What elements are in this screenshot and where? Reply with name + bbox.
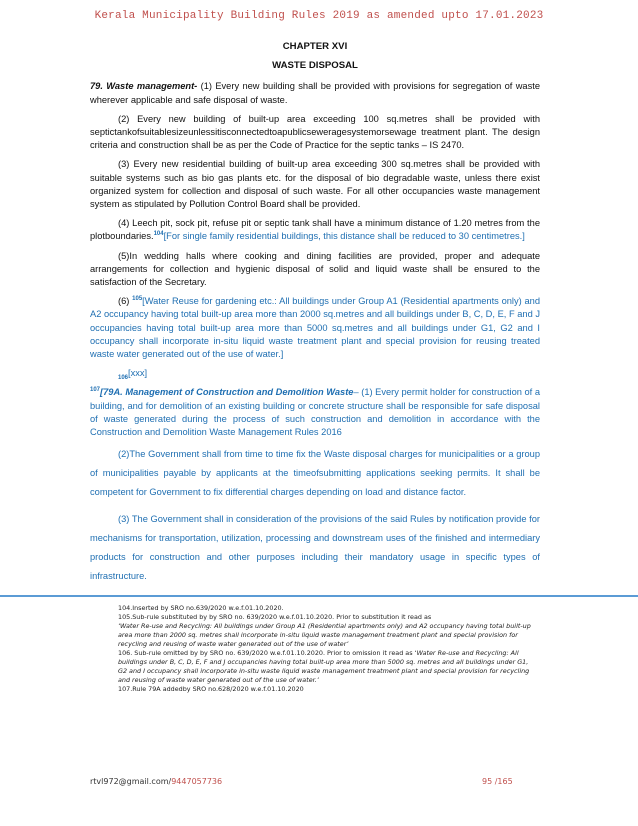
footnote-105-quote: ‘Water Re-use and Recycling: All buildings under Group A1 (Residential apartments only) and A2 occupancy having total built-up area more than 2000 sq. metres shall incorporate in-situ liquid waste management treatment plant and special provision for recycling and reusing of waste water generated out of the use of water’ — [118, 622, 531, 648]
footnote-ref-106[interactable]: 106 — [118, 375, 129, 382]
rule-79-para-4 — [90, 217, 540, 243]
rule-79-para-3: (3) Every new residential building of built-up area exceeding 300 sq.metres shall be provided with suitable systems such as bio gas plants etc. for the disposal of bio degradable waste, unless there exist organized system for collection and disposal of such waste. For all other occupancies waste management system as stipulated by Pollution Control Board shall be provided. — [90, 159, 540, 210]
footnotes — [118, 604, 536, 694]
rule-79-para-6 — [90, 295, 540, 361]
footnote-107: 107.Rule 79A addedby SRO no.628/2020 w.e.f.01.10.2020 — [118, 685, 304, 693]
footer-phone[interactable]: 9447057736 — [171, 777, 223, 786]
footnote-105: 105.Sub-rule substituted by by SRO no. 639/2020 w.e.f.01.10.2020. Prior to substitution it read as — [118, 613, 432, 621]
footnote-106-quote: Water Re-use and Recycling: All buildings under B, C, D, E, F and J occupancies having total built-up area more than 5000 sq. metres and all buildings under G1, G2 and I occupancy shall incorporate in-situ waste liquid waste management treatment plant and special provision for recycling and reusing of waste water generated out of the use of water.’ — [118, 649, 530, 684]
rule-79-para-6-amendment: [Water Reuse for gardening etc.: All buildings under Group A1 (Residential apartments only) and A2 occupancy having total built-up area more than 2000 sq.metres and all buildings under B, C, D, E, F and J occupancies having total built-up area more than 5000 sq.metres and all buildings under G1, G2 and I occupancy shall incorporate in-situ liquid waste treatment plant and special provision for reusing treated waste water generated out of the use of water.] — [90, 296, 540, 360]
rule-79-para-7 — [90, 367, 540, 380]
footnote-ref-105[interactable]: 105 — [132, 296, 143, 303]
footnote-divider — [0, 596, 638, 597]
rule-79-para-4-text: (4) Leech pit, sock pit, refuse pit or septic tank shall have a minimum distance of 1.20 metres from the plotboundaries. — [90, 218, 540, 242]
rule-79-para-1-text: (1) Every new building shall be provided with provisions for segregation of waste wherever applicable and safe disposal of waste. — [90, 81, 541, 105]
footnote-106 — [118, 649, 536, 685]
footnote-106-text: 106. Sub-rule omitted by by SRO no. 639/2020 w.e.f.01.10.2020. Prior to omission it read as ‘ — [118, 649, 417, 657]
page-number: 95 /165 — [482, 777, 513, 786]
footnote-ref-107[interactable]: 107 — [90, 387, 101, 394]
section-title: WASTE DISPOSAL — [272, 60, 358, 72]
footnote-104: 104.Inserted by SRO no.639/2020 w.e.f.01.10.2020. — [118, 604, 284, 612]
chapter-title: CHAPTER XVI — [282, 41, 348, 52]
rule-79-para-6-number: (6) — [118, 296, 133, 307]
footer-email[interactable]: rtvl972@gmail.com/ — [90, 777, 172, 786]
running-header: Kerala Municipality Building Rules 2019 as amended upto 17.01.2023 — [94, 10, 544, 22]
rule-79a-para-1-text: – (1) Every permit holder for construction of a building, and for demolition of an existing building or concrete structure shall be responsible for safe disposal of waste generated during the process of such construction and demolition in accordance with the Construction and Demolition Waste Management Rules 2016 — [90, 387, 541, 438]
rule-79-heading: 79. Waste management- — [90, 81, 198, 92]
rule-79a-heading: [79A. Management of Construction and Demolition Waste — [100, 387, 354, 398]
rule-79-para-1 — [90, 80, 540, 106]
page-body — [90, 40, 540, 594]
footer-contact — [90, 777, 222, 786]
rule-79-para-2: (2) Every new building of built-up area exceeding 100 sq.metres shall be provided with septictankofsuitablesizeunlessitisconnectedtoapublicseweragesystemorsewage treatment plant. The design criteria and construction shall be as per the Code of Practice for the septic tanks – IS 2470. — [90, 113, 540, 151]
rule-79a-para-1 — [90, 386, 540, 439]
footnote-ref-104[interactable]: 104 — [153, 231, 164, 238]
rule-79a-para-3: (3) The Government shall in consideration of the provisions of the said Rules by notification provide for mechanisms for transportation, utilization, processing and downstream uses of the finished and intermediary products for construction and other purposes including their mandatory usage in specific types of infrastructure. — [90, 514, 540, 582]
rule-79-para-4-amendment: [For single family residential buildings, this distance shall be reduced to 30 centimetres.] — [163, 231, 525, 242]
rule-79a-para-2: (2)The Government shall from time to time fix the Waste disposal charges for municipalities or a group of municipalities payable by applicants at the timeofsubmitting applications seeking permits. It shall be competent for Government to fix differential charges depending on load and distance factor. — [90, 449, 540, 498]
omitted-marker: [xxx] — [128, 368, 148, 379]
rule-79-para-5: (5)In wedding halls where cooking and dining facilities are provided, proper and adequate arrangements for collection and hygienic disposal of solid and liquid waste shall be ensured to the satisfaction of the Secretary. — [90, 250, 540, 288]
